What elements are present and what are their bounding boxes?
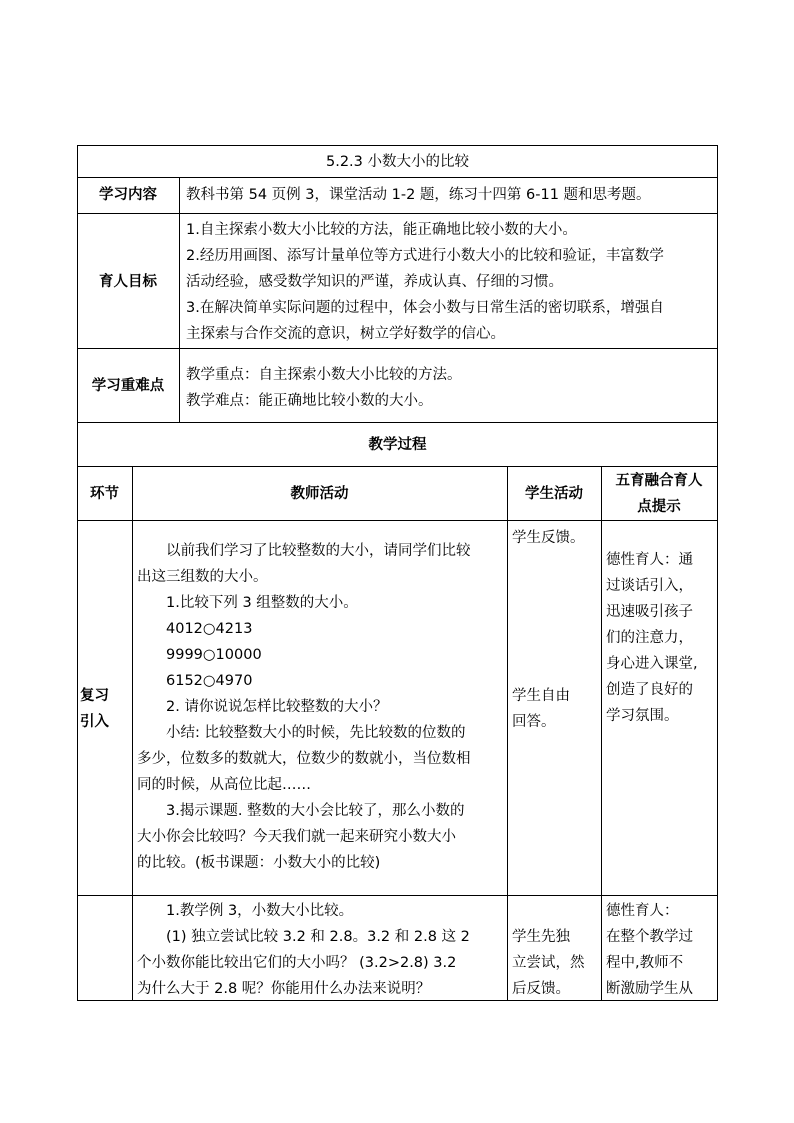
teacher-line: 为什么大于 2.8 呢？你能用什么办法来说明？ [137, 981, 431, 997]
hint-line: 断激励学生从 [606, 981, 693, 997]
teacher-line: 出这三组数的大小。 [137, 569, 268, 585]
rule-label-col [179, 177, 180, 422]
rule-right [717, 145, 718, 1001]
rule-3 [77, 348, 718, 349]
hint-review [606, 547, 698, 729]
hint-line: 德性育人： [606, 903, 679, 919]
keypoint-line: 教学重点：自主探索小数大小比较的方法。 [186, 367, 462, 383]
student-line: 回答。 [512, 714, 556, 730]
hint-line: 学习氛围。 [606, 708, 679, 724]
teacher-line: 个小数你能比较出它们的大小吗？ (3.2>2.8) 3.2 [137, 955, 457, 971]
teacher-line: 4012○4213 [137, 621, 253, 637]
teacher-line: (1) 独立尝试比较 3.2 和 2.8。3.2 和 2.8 这 2 [137, 929, 470, 945]
page-title: 5.2.3 小数大小的比较 [325, 154, 469, 170]
row-text-content: 教科书第 54 页例 3，课堂活动 1-2 题，练习十四第 6-11 题和思考题。 [186, 187, 651, 203]
hint-line: 迅速吸引孩子 [606, 604, 693, 620]
rule-1 [77, 177, 718, 178]
teacher-line: 多少，位数多的数就大，位数少的数就小，当位数相 [137, 751, 471, 767]
keypoint-line: 教学难点：能正确地比较小数的大小。 [186, 393, 433, 409]
student-new [512, 924, 585, 1002]
teacher-line: 大小你会比较吗？今天我们就一起来研究小数大小 [137, 829, 456, 845]
rule-5 [77, 466, 718, 467]
rule-6 [77, 520, 718, 521]
process-heading: 教学过程 [368, 437, 427, 453]
hint-line: 程中,教师不 [606, 955, 684, 971]
student-line: 学生先独 [512, 929, 570, 945]
teacher-line: 3.揭示课题. 整数的大小会比较了，那么小数的 [137, 803, 465, 819]
teacher-line: 同的时候，从高位比起…… [137, 777, 311, 793]
goal-line: 活动经验，感受数学知识的严谨，养成认真、仔细的习惯。 [186, 274, 563, 290]
col-header-hint-line: 点提示 [637, 499, 681, 515]
stage-review-line: 引入 [80, 714, 109, 730]
hint-line: 过谈话引入， [606, 578, 693, 594]
row-keypoints-lines [186, 362, 462, 414]
col-header-hint-line: 五育融合育人 [615, 473, 703, 489]
col-header-hint [601, 468, 717, 520]
rule-student-col [601, 466, 602, 1000]
col-header-teacher: 教师活动 [290, 486, 349, 502]
student-line: 学生自由 [512, 688, 570, 704]
row-label-keypoints: 学习重难点 [91, 378, 165, 394]
col-header-stage: 环节 [90, 486, 119, 502]
col-header-student: 学生活动 [525, 486, 583, 502]
stage-review-line: 复习 [80, 688, 109, 704]
row-label-goals: 育人目标 [99, 274, 157, 290]
teacher-line: 2. 请你说说怎样比较整数的大小？ [137, 699, 388, 715]
goal-line: 主探索与合作交流的意识，树立学好数学的信心。 [186, 326, 505, 342]
hint-new [606, 898, 693, 1002]
teacher-new-lines [137, 898, 470, 1002]
teacher-line: 1.比较下列 3 组整数的大小。 [137, 595, 358, 611]
teacher-line: 以前我们学习了比较整数的大小，请同学们比较 [137, 543, 471, 559]
student-review-feedback: 学生反馈。 [512, 530, 585, 546]
hint-line: 创造了良好的 [606, 682, 693, 698]
teacher-line: 9999○10000 [137, 647, 262, 663]
rule-2 [77, 213, 718, 214]
row-label-content: 学习内容 [99, 187, 157, 203]
student-line: 后反馈。 [512, 981, 570, 997]
teacher-line: 6152○4970 [137, 673, 253, 689]
teacher-line: 1.教学例 3，小数大小比较。 [137, 903, 354, 919]
goal-line: 1.自主探索小数大小比较的方法，能正确地比较小数的大小。 [186, 222, 577, 238]
hint-line: 身心进入课堂, [606, 656, 698, 672]
hint-line: 德性育人：通 [606, 552, 693, 568]
rule-teacher-col [507, 466, 508, 1000]
goal-line: 2.经历用画图、添写计量单位等方式进行小数大小的比较和验证，丰富数学 [186, 248, 664, 264]
hint-line: 们的注意力， [606, 630, 693, 646]
rule-stage-col [132, 466, 133, 1000]
row-goals-lines [186, 217, 664, 347]
rule-7 [77, 895, 718, 896]
student-line: 立尝试，然 [512, 955, 585, 971]
hint-line: 在整个教学过 [606, 929, 693, 945]
stage-review [80, 683, 130, 735]
rule-top [77, 145, 718, 146]
student-review-answer [512, 683, 570, 735]
teacher-line: 的比较。(板书课题：小数大小的比较) [137, 855, 381, 871]
goal-line: 3.在解决简单实际问题的过程中，体会小数与日常生活的密切联系，增强自 [186, 300, 664, 316]
rule-4 [77, 422, 718, 423]
teacher-line: 小结: 比较整数大小的时候，先比较数的位数的 [137, 725, 466, 741]
teacher-review-lines [137, 538, 471, 876]
